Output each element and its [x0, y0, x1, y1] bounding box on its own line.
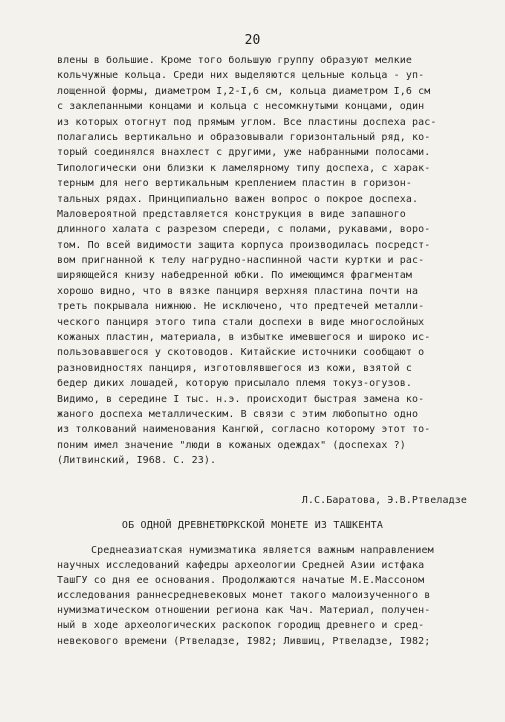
- article-line: исследования раннесредневековых монет такого малоизученного в: [57, 590, 431, 602]
- body-line: поним имел значение "люди в кожаных одеждах" (доспехах ?): [57, 439, 406, 451]
- body-line: с заклепанными концами и кольца с несомкнутыми концами, один: [57, 101, 425, 113]
- body-line: пользовавшегося у скотоводов. Китайские источники сообщают о: [57, 347, 425, 359]
- body-line: из толкований наименования Кангюй, согласно которому этот то-: [57, 424, 431, 436]
- body-line: влены в большие. Кроме того большую группу образуют мелкие: [57, 55, 412, 66]
- body-line: кожаных пластин, материала, в избытке имевшегося и широко ис-: [57, 332, 431, 344]
- body-line: терным для него вертикальным креплением пластин в горизон-: [57, 178, 412, 190]
- article-line: ный в ходе археологических раскопок городищ древнего и сред-: [57, 620, 425, 632]
- body-line: торый соединялся внахлест с другими, уже набранными полосами.: [57, 147, 431, 159]
- body-line: тальных рядах. Принципиально важен вопрос о покрое доспеха.: [57, 193, 419, 205]
- body-line: ширяющейся книзу набедренной юбки. По имеющимся фрагментам: [57, 270, 412, 282]
- body-line: Типологически они близки к ламелярному типу доспеха, с харак-: [57, 162, 431, 174]
- body-line: полагались вертикально и образовывали горизонтальный ряд, ко-: [57, 131, 431, 143]
- body-line: Маловероятной представляется конструкция в виде запашного: [57, 208, 406, 220]
- body-line: бедер диких лошадей, которую присылало племя токуз-огузов.: [57, 378, 412, 390]
- article-line: ТашГУ со дня ее основания. Продолжаются начатые М.Е.Массоном: [57, 575, 425, 587]
- body-line: разновидностях панциря, изготовлявшегося из кожи, взятой с: [57, 362, 412, 374]
- page-number: 20: [244, 33, 261, 48]
- body-line: из которых отогнут под прямым углом. Все пластины доспеха рас-: [57, 116, 437, 128]
- article-line: научных исследований кафедры археологии Средней Азии истфака: [57, 560, 425, 572]
- body-line: Видимо, в середине I тыс. н.э. происходит быстрая замена ко-: [57, 393, 425, 405]
- body-text: [57, 53, 477, 469]
- article-line: невекового времени (Ртвеладзе, I982; Лившиц, Ртвеладзе, I982;: [57, 635, 431, 647]
- article-title: ОБ ОДНОЙ ДРЕВНЕТЮРКСКОЙ МОНЕТЕ ИЗ ТАШКЕНТА: [121, 520, 384, 531]
- body-line: хорошо видно, что в вязке панциря верхняя пластина почти на: [57, 285, 419, 297]
- article-text: [57, 543, 477, 649]
- body-line: кольчужные кольца. Среди них выделяются цельные кольца - уп-: [57, 70, 425, 82]
- body-line: том. По всей видимости защита корпуса производилась посредст-: [57, 239, 431, 251]
- body-line: вом пригнанной к телу нагрудно-наспинной части куртки и рас-: [57, 255, 425, 267]
- body-line: длинного халата с разрезом спереди, с полами, рукавами, ворo-: [57, 224, 431, 236]
- body-line: треть покрывала нижнюю. Не исключено, что предтечей металли-: [57, 301, 425, 313]
- article-line: нумизматическом отношении региона как Чач. Материал, получен-: [57, 605, 431, 617]
- body-line: жаного доспеха металлическим. В связи с этим любопытно одно: [57, 408, 419, 420]
- body-line: (Литвинский, I968. С. 23).: [57, 455, 217, 467]
- article-authors: Л.С.Баратова, Э.В.Ртвеладзе: [301, 495, 467, 506]
- body-line: лощенной формы, диаметром I,2-I,6 см, кольца диаметром I,6 см: [57, 85, 431, 97]
- article-line: Среднеазиатская нумизматика является важным направлением: [91, 545, 434, 556]
- body-line: ческого панциря этого типа стали доспехи в виде многослойных: [57, 316, 425, 328]
